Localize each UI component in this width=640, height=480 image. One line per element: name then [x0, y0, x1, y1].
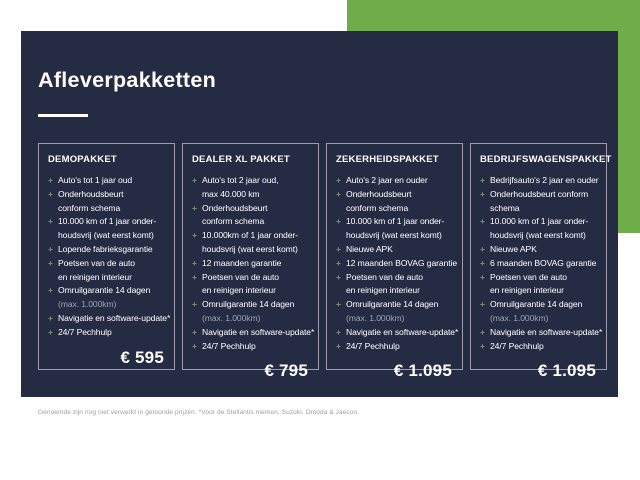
plus-icon: + [48, 216, 53, 227]
feature-item-continuation [192, 312, 310, 326]
package-title: DEALER XL PAKKET [192, 154, 290, 165]
plus-icon: + [480, 175, 485, 185]
plus-icon: + [48, 285, 53, 296]
feature-text: Omruilgarantie 14 dagen [346, 299, 439, 310]
feature-text: houdsvrij (wat eerst komt) [346, 230, 442, 241]
feature-text: houdsvrij (wat eerst komt) [202, 243, 298, 254]
feature-text: Onderhoudsbeurt [202, 202, 268, 213]
feature-text: Bedrijfsauto's 2 jaar en ouder [490, 175, 599, 185]
plus-icon: + [336, 299, 341, 310]
feature-text: Auto's tot 2 jaar oud, [202, 175, 279, 185]
feature-item [192, 271, 310, 285]
feature-item [48, 284, 166, 298]
feature-text: 6 maanden BOVAG garantie [490, 257, 597, 268]
feature-item [192, 229, 310, 243]
feature-item [48, 243, 166, 257]
plus-icon: + [48, 243, 53, 254]
feature-text: en reinigen interieur [490, 285, 564, 296]
feature-item-continuation [480, 284, 598, 298]
plus-icon: + [336, 188, 341, 199]
feature-item-continuation [192, 243, 310, 257]
feature-item [192, 202, 310, 216]
plus-icon: + [480, 299, 485, 310]
feature-item [48, 215, 166, 229]
footnote: Genoemde zijn nog niet verwerkt in getoonde prijzen. *Voor de Stellantis merken, Suzuki, Omoda & Jaecoo. [38, 409, 360, 416]
feature-item [336, 174, 454, 188]
plus-icon: + [48, 188, 53, 199]
feature-item [480, 174, 598, 188]
plus-icon: + [480, 271, 485, 282]
plus-icon: + [192, 257, 197, 268]
feature-text: houdsvrij (wat eerst komt) [58, 230, 154, 241]
feature-item-continuation [48, 298, 166, 312]
plus-icon: + [336, 216, 341, 227]
feature-list [480, 174, 603, 353]
feature-item [480, 326, 603, 340]
plus-icon: + [192, 202, 197, 213]
plus-icon: + [480, 216, 485, 227]
feature-text: conform schema [202, 216, 265, 227]
packages-panel [21, 31, 618, 397]
feature-text: schema [490, 202, 520, 213]
feature-item [192, 298, 310, 312]
feature-text: Poetsen van de auto [346, 271, 423, 282]
package-card-demopakket [38, 143, 175, 370]
feature-text: Poetsen van de auto [58, 257, 135, 268]
package-title: BEDRIJFSWAGENSPAKKET [480, 154, 612, 165]
feature-text: Navigatie en software-update* [58, 312, 171, 323]
plus-icon: + [192, 299, 197, 310]
feature-text: (max. 1.000km) [346, 312, 405, 323]
feature-item [480, 188, 598, 202]
feature-item-continuation [192, 188, 310, 202]
feature-item [48, 312, 171, 326]
feature-item [336, 188, 454, 202]
feature-text: Omruilgarantie 14 dagen [58, 285, 151, 296]
feature-text: Poetsen van de auto [202, 271, 279, 282]
feature-text: (max. 1.000km) [58, 299, 117, 310]
feature-item-continuation [192, 215, 310, 229]
plus-icon: + [336, 257, 341, 268]
package-price: € 795 [264, 361, 308, 381]
plus-icon: + [480, 188, 485, 199]
feature-item [192, 174, 310, 188]
plus-icon: + [480, 257, 485, 268]
feature-item-continuation [48, 229, 166, 243]
feature-text: (max. 1.000km) [202, 312, 261, 323]
feature-item [48, 188, 166, 202]
feature-item [192, 326, 315, 340]
feature-item-continuation [48, 202, 166, 216]
feature-item [192, 340, 310, 354]
plus-icon: + [192, 175, 197, 185]
feature-item [336, 271, 454, 285]
feature-text: 10.000 km of 1 jaar onder- [490, 216, 589, 227]
feature-text: Navigatie en software-update* [346, 326, 459, 337]
feature-text: en reinigen interieur [58, 271, 132, 282]
plus-icon: + [48, 312, 53, 323]
package-price: € 1.095 [537, 361, 596, 381]
page-title: Afleverpakketten [38, 68, 217, 92]
feature-text: Navigatie en software-update* [202, 326, 315, 337]
package-price: € 1.095 [393, 361, 452, 381]
plus-icon: + [192, 326, 197, 337]
feature-text: Nieuwe APK [346, 243, 393, 254]
package-title: ZEKERHEIDSPAKKET [336, 154, 439, 165]
plus-icon: + [336, 175, 341, 185]
package-card-bedrijfswagenspakket [470, 143, 612, 381]
feature-text: (max. 1.000km) [490, 312, 549, 323]
feature-item-continuation [336, 229, 454, 243]
feature-item [480, 257, 598, 271]
feature-text: 10.000km of 1 jaar onder- [202, 230, 298, 241]
feature-item [48, 257, 166, 271]
feature-text: Onderhoudsbeurt conform [490, 188, 589, 199]
feature-item [480, 340, 598, 354]
feature-text: 12 maanden BOVAG garantie [346, 257, 458, 268]
feature-item [336, 243, 454, 257]
package-title: DEMOPAKKET [48, 154, 117, 165]
package-card-dealer-xl-pakket [182, 143, 319, 381]
plus-icon: + [336, 243, 341, 254]
feature-item [480, 271, 598, 285]
feature-item [336, 298, 454, 312]
feature-item [192, 257, 310, 271]
feature-text: Omruilgarantie 14 dagen [202, 299, 295, 310]
feature-item-continuation [480, 312, 598, 326]
feature-text: 12 maanden garantie [202, 257, 282, 268]
feature-item [336, 257, 458, 271]
plus-icon: + [480, 326, 485, 337]
feature-text: Nieuwe APK [490, 243, 537, 254]
feature-text: 24/7 Pechhulp [346, 340, 400, 351]
plus-icon: + [48, 326, 53, 337]
feature-text: 10.000 km of 1 jaar onder- [58, 216, 157, 227]
plus-icon: + [48, 175, 53, 185]
packages-row [38, 143, 612, 381]
feature-text: houdsvrij (wat eerst komt) [490, 230, 586, 241]
feature-item [336, 215, 454, 229]
feature-item-continuation [336, 202, 454, 216]
feature-item [48, 326, 166, 340]
plus-icon: + [336, 271, 341, 282]
feature-text: Onderhoudsbeurt [58, 188, 124, 199]
feature-item [480, 243, 598, 257]
feature-text: conform schema [346, 202, 409, 213]
feature-text: Onderhoudsbeurt [346, 188, 412, 199]
plus-icon: + [48, 257, 53, 268]
feature-text: max 40.000 km [202, 188, 260, 199]
feature-text: 24/7 Pechhulp [202, 340, 256, 351]
feature-text: Poetsen van de auto [490, 271, 567, 282]
feature-text: Auto's 2 jaar en ouder [346, 175, 428, 185]
feature-text: 24/7 Pechhulp [490, 340, 544, 351]
feature-list [48, 174, 171, 340]
feature-item [48, 174, 166, 188]
feature-list [336, 174, 459, 353]
feature-item [336, 340, 454, 354]
feature-item-continuation [48, 271, 166, 285]
feature-text: Auto's tot 1 jaar oud [58, 175, 133, 185]
feature-text: Navigatie en software-update* [490, 326, 603, 337]
package-price: € 595 [120, 347, 164, 367]
feature-text: conform schema [58, 202, 121, 213]
plus-icon: + [192, 230, 197, 241]
feature-text: en reinigen interieur [346, 285, 420, 296]
package-card-zekerheidspakket [326, 143, 463, 381]
feature-text: en reinigen interieur [202, 285, 276, 296]
title-underline [38, 114, 88, 117]
feature-item-continuation [192, 284, 310, 298]
feature-item [480, 298, 598, 312]
plus-icon: + [480, 340, 485, 351]
feature-text: 24/7 Pechhulp [58, 326, 112, 337]
plus-icon: + [480, 243, 485, 254]
feature-text: Omruilgarantie 14 dagen [490, 299, 583, 310]
plus-icon: + [192, 271, 197, 282]
feature-text: 10.000 km of 1 jaar onder- [346, 216, 445, 227]
plus-icon: + [336, 326, 341, 337]
feature-item [336, 326, 459, 340]
feature-item-continuation [336, 312, 454, 326]
feature-item-continuation [336, 284, 454, 298]
feature-text: Lopende fabrieksgarantie [58, 243, 153, 254]
plus-icon: + [192, 340, 197, 351]
feature-item [480, 215, 598, 229]
feature-item-continuation [480, 202, 598, 216]
feature-item-continuation [480, 229, 598, 243]
plus-icon: + [336, 340, 341, 351]
feature-list [192, 174, 315, 353]
